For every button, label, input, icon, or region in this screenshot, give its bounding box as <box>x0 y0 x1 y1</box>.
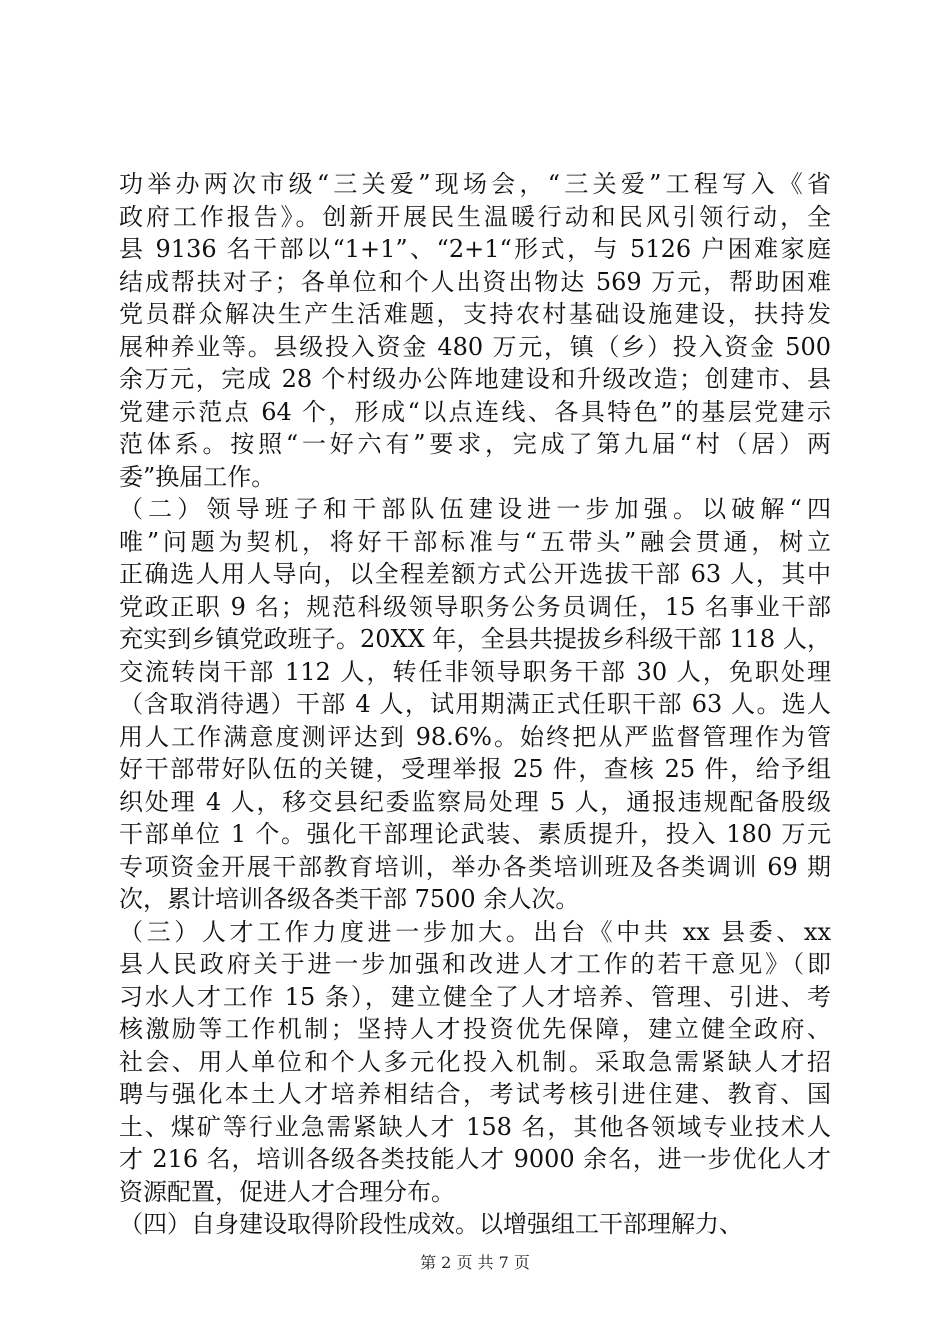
text-line: 结成帮扶对子；各单位和个人出资出物达 569 万元，帮助困难 <box>119 267 831 296</box>
paragraph <box>119 916 831 1209</box>
text-line: 好干部带好队伍的关键，受理举报 25 件，查核 25 件，给予组 <box>119 755 831 783</box>
text-line: 唯”问题为契机，将好干部标准与“五带头”融会贯通，树立 <box>119 527 831 556</box>
text-line: 习水人才工作 15 条），建立健全了人才培养、管理、引进、考 <box>119 982 831 1011</box>
text-line: 聘与强化本土人才培养相结合，考试考核引进住建、教育、国 <box>119 1080 831 1108</box>
text-line: 余万元，完成 28 个村级办公阵地建设和升级改造；创建市、县 <box>119 365 831 393</box>
text-line: 党员群众解决生产生活难题，支持农村基础设施建设，扶持发 <box>119 300 831 328</box>
text-line: 县 9136 名干部以“1+1”、“2+1“形式，与 5126 户困难家庭 <box>119 235 831 263</box>
text-line: （含取消待遇）干部 4 人，试用期满正式任职干部 63 人。选人 <box>119 690 831 718</box>
text-line: （四）自身建设取得阶段性成效。以增强组工干部理解力、 <box>119 1210 743 1238</box>
text-line: 范体系。按照“一好六有”要求，完成了第九届“村（居）两 <box>119 430 831 458</box>
page-footer: 第 2 页 共 7 页 <box>420 1253 530 1272</box>
text-line: 土、煤矿等行业急需紧缺人才 158 名，其他各领域专业技术人 <box>119 1112 831 1141</box>
text-line: 政府工作报告》。创新开展民生温暖行动和民风引领行动，全 <box>119 202 831 231</box>
text-line: 资源配置，促进人才合理分布。 <box>119 1177 455 1206</box>
text-line: 社会、用人单位和个人多元化投入机制。采取急需紧缺人才招 <box>119 1047 831 1076</box>
text-line: 次，累计培训各级各类干部 7500 余人次。 <box>119 885 580 913</box>
document-body <box>119 168 831 1241</box>
text-line: 党政正职 9 名；规范科级领导职务公务员调任，15 名事业干部 <box>119 592 831 621</box>
paragraph <box>119 1208 831 1241</box>
text-line: 交流转岗干部 112 人，转任非领导职务干部 30 人，免职处理 <box>119 657 831 686</box>
text-line: 用人工作满意度测评达到 98.6%。始终把从严监督管理作为管 <box>119 722 831 751</box>
text-line: 核激励等工作机制；坚持人才投资优先保障，建立健全政府、 <box>119 1015 831 1043</box>
text-line: （三）人才工作力度进一步加大。出台《中共 xx 县委、xx <box>119 917 831 946</box>
text-line: 正确选人用人导向，以全程差额方式公开选拔干部 63 人，其中 <box>119 560 831 588</box>
text-line: 才 216 名，培训各级各类技能人才 9000 余名，进一步优化人才 <box>119 1145 831 1173</box>
text-line: 织处理 4 人，移交县纪委监察局处理 5 人，通报违规配备股级 <box>119 787 831 816</box>
text-line: 展种养业等。县级投入资金 480 万元，镇（乡）投入资金 500 <box>119 332 831 361</box>
text-line: 委”换届工作。 <box>119 462 276 491</box>
text-line: 充实到乡镇党政班子。20XX 年，全县共提拔乡科级干部 118 人， <box>119 625 831 653</box>
text-line: 专项资金开展干部教育培训，举办各类培训班及各类调训 69 期 <box>119 852 831 881</box>
text-line: 功举办两次市级“三关爱”现场会，“三关爱”工程写入《省 <box>119 170 831 198</box>
text-line: 干部单位 1 个。强化干部理论武装、素质提升，投入 180 万元 <box>119 820 831 848</box>
text-line: （二）领导班子和干部队伍建设进一步加强。以破解“四 <box>119 495 831 523</box>
paragraph <box>119 168 831 493</box>
text-line: 党建示范点 64 个，形成“以点连线、各具特色”的基层党建示 <box>119 397 831 426</box>
paragraph <box>119 493 831 916</box>
text-line: 县人民政府关于进一步加强和改进人才工作的若干意见》（即 <box>119 950 831 978</box>
